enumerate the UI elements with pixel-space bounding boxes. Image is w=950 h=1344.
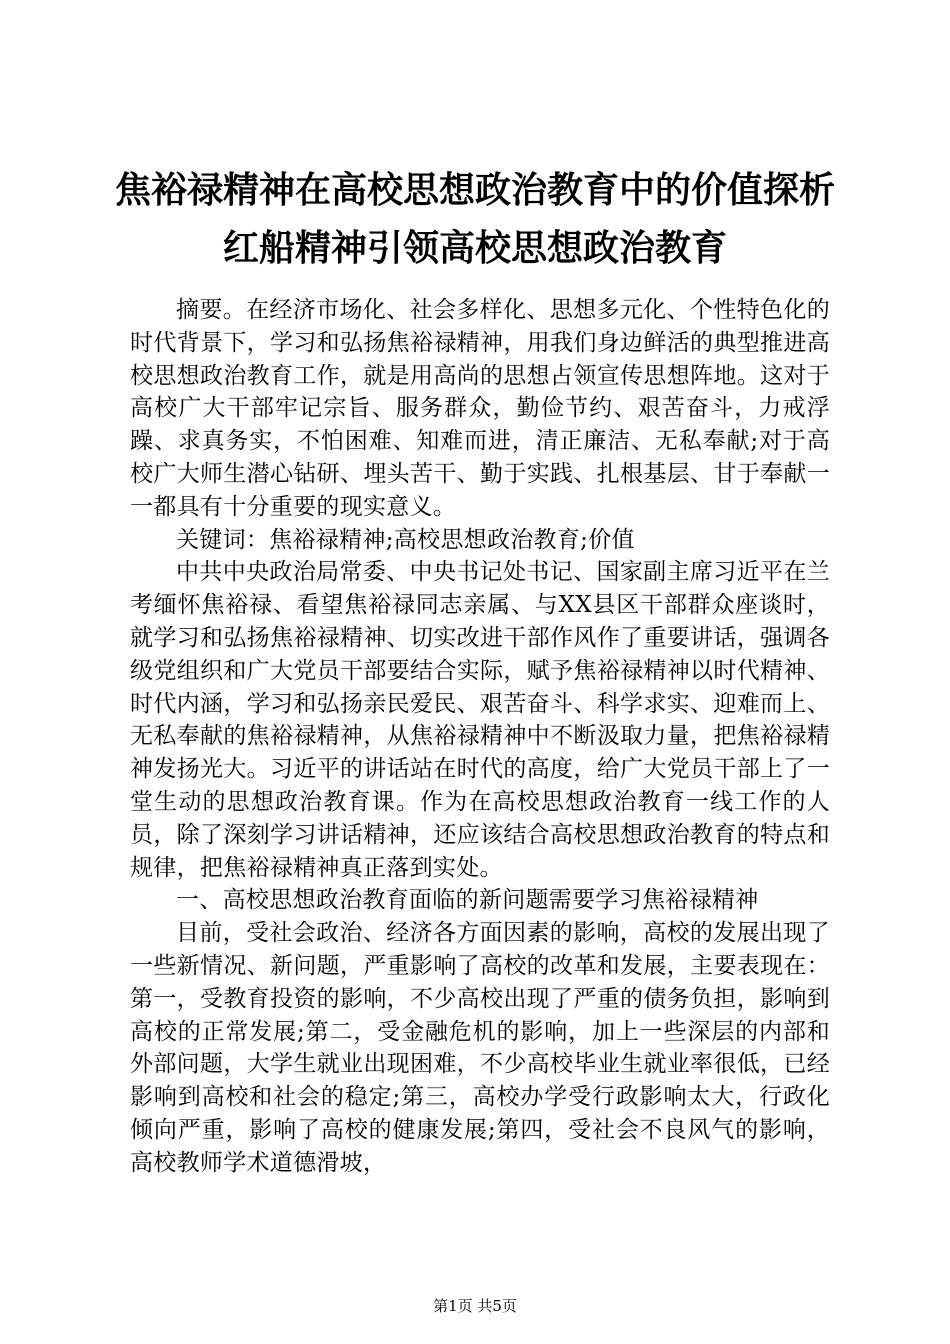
document-subtitle: 红船精神引领高校思想政治教育 [222, 227, 727, 269]
page-number-footer: 第1页 共5页 [433, 1297, 517, 1315]
section-heading: 一、高校思想政治教育面临的新问题需要学习焦裕禄精神 [176, 887, 759, 914]
body-paragraph: 目前，受社会政治、经济各方面因素的影响，高校的发展出现了一些新情况、新问题，严重影响了高校的改革和发展，主要表现在：第一，受教育投资的影响，不少高校出现了严重的债务负担，影响到高校的正常发展;第二，受金融危机的影响，加上一些深层的内部和外部问题，大学生就业出现困难，不少高校毕业生就业率很低，已经影响到高校和社会的稳定;第三，高校办学受行政影响太大，行政化倾向严重，影响了高校的健康发展;第四，受社会不良风气的影响，高校教师学术道德滑坡， [130, 920, 830, 1176]
document-title: 焦裕禄精神在高校思想政治教育中的价值探析 [114, 169, 835, 211]
body-paragraph: 中共中央政治局常委、中央书记处书记、国家副主席习近平在兰考缅怀焦裕禄、看望焦裕禄同志亲属、与XX县区干部群众座谈时，就学习和弘扬焦裕禄精神、切实改进干部作风作了重要讲话，强调各级党组织和广大党员干部要结合实际，赋予焦裕禄精神以时代精神、时代内涵，学习和弘扬亲民爱民、艰苦奋斗、科学求实、迎难而上、无私奉献的焦裕禄精神，从焦裕禄精神中不断汲取力量，把焦裕禄精神发扬光大。习近平的讲话站在时代的高度，给广大党员干部上了一堂生动的思想政治教育课。作为在高校思想政治教育一线工作的人员，除了深刻学习讲话精神，还应该结合高校思想政治教育的特点和规律，把焦裕禄精神真正落到实处。 [130, 559, 830, 881]
keywords-paragraph: 关键词：焦裕禄精神;高校思想政治教育;价值 [176, 526, 635, 553]
abstract-paragraph: 摘要。在经济市场化、社会多样化、思想多元化、个性特色化的时代背景下，学习和弘扬焦裕禄精神，用我们身边鲜活的典型推进高校思想政治教育工作，就是用高尚的思想占领宣传思想阵地。这对于高校广大干部牢记宗旨、服务群众，勤俭节约、艰苦奋斗，力戒浮躁、求真务实，不怕困难、知难而进，清正廉洁、无私奉献;对于高校广大师生潜心钻研、埋头苦干、勤于实践、扎根基层、甘于奉献一一都具有十分重要的现实意义。 [130, 297, 830, 520]
document-body [130, 294, 830, 1180]
